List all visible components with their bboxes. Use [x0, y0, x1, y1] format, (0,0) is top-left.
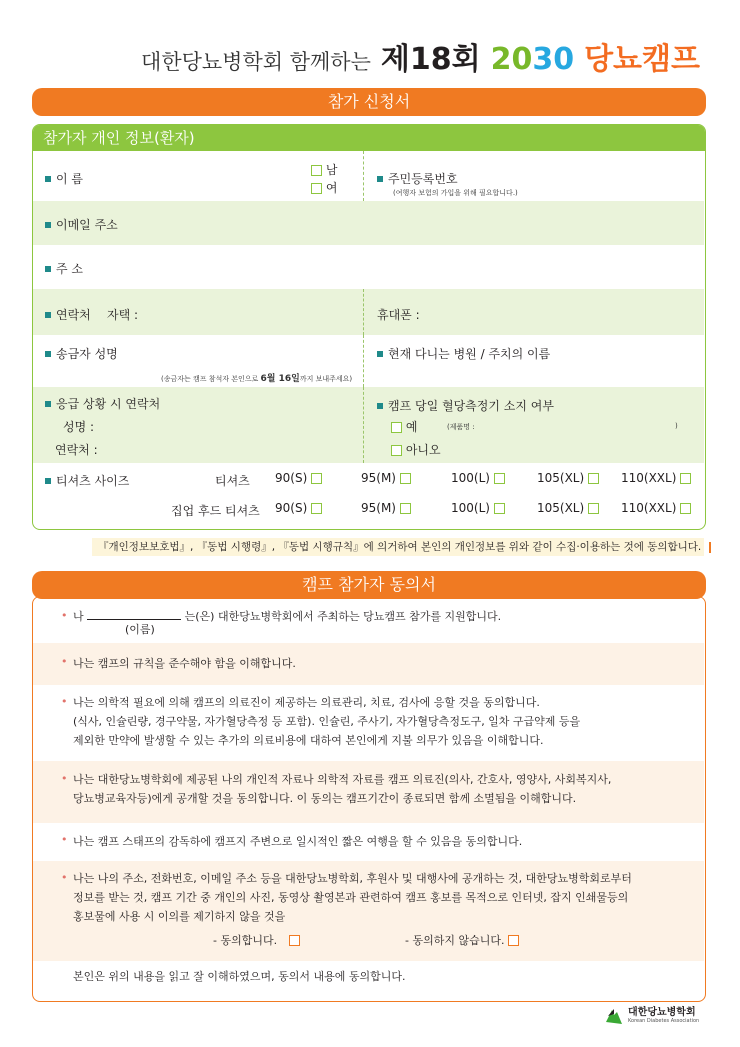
title-camp: 당뇨캠프 — [584, 42, 700, 77]
row-address — [33, 245, 704, 289]
personal-info-form — [32, 124, 706, 530]
tshirt-type-hoodie: 집업 후드 티셔츠 — [171, 504, 260, 518]
row-tshirt — [33, 463, 704, 529]
disagree-option[interactable]: - 동의하지 않습니다. — [405, 931, 519, 950]
hoodie-size-100[interactable]: 100(L) — [451, 501, 505, 515]
agree-option[interactable]: - 동의합니다. — [213, 931, 300, 950]
checkbox[interactable] — [311, 473, 322, 484]
male-checkbox[interactable] — [311, 165, 322, 176]
rrn-note: (여행자 보험의 가입을 위해 필요합니다.) — [393, 189, 518, 197]
rrn-label: 주민등록번호 — [377, 170, 458, 187]
meter-yes-option[interactable]: 예 — [391, 418, 417, 435]
agreement-item-2 — [33, 643, 704, 685]
disagree-checkbox[interactable] — [508, 935, 519, 946]
title-edition: 제18회 — [380, 42, 481, 77]
item2-text: 나는 캠프의 규칙을 준수해야 함을 이해합니다. — [73, 657, 296, 670]
title-year-part2: 30 — [532, 42, 575, 77]
item1-prefix: 나 — [73, 610, 84, 623]
name-blank-field[interactable] — [87, 608, 181, 620]
agreement-item-1 — [33, 597, 704, 643]
agreement-form — [32, 596, 706, 1002]
row-name — [33, 151, 704, 201]
item1-text: 는(은) 대한당뇨병학회에서 주최하는 당뇨캠프 참가를 지원합니다. — [184, 610, 502, 623]
item1-name-hint: (이름) — [125, 623, 155, 636]
bullet-dot: • — [61, 695, 68, 708]
page-title — [141, 34, 700, 84]
checkbox[interactable] — [588, 503, 599, 514]
tshirt-size-90[interactable]: 90(S) — [275, 471, 322, 485]
checkbox[interactable] — [494, 473, 505, 484]
title-prefix: 대한당뇨병학회 함께하는 — [141, 50, 371, 74]
meter-no-option[interactable]: 아니오 — [391, 441, 441, 458]
tshirt-size-110[interactable]: 110(XXL) — [621, 471, 691, 485]
tshirt-size-105[interactable]: 105(XL) — [537, 471, 599, 485]
row-email — [33, 201, 704, 245]
title-year-part1: 20 — [490, 42, 533, 77]
item5-text: 나는 캠프 스태프의 감독하에 캠프지 주변으로 일시적인 짧은 여행을 할 수 있음을 동의합니다. — [73, 835, 523, 848]
bullet-dot: • — [61, 609, 68, 622]
checkbox[interactable] — [680, 503, 691, 514]
tshirt-label: 티셔츠 사이즈 — [45, 472, 129, 489]
meter-no-checkbox[interactable] — [391, 445, 402, 456]
kda-logo-icon — [604, 1006, 624, 1026]
mobile-label: 휴대폰 : — [377, 308, 420, 322]
row-remitter — [33, 335, 704, 387]
item4-text: 나는 대한당뇨병학회에 제공된 나의 개인적 자료나 의학적 자료를 캠프 의료진(의사, 간호사, 영양사, 사회복지사, 당뇨병교육자등)에게 공개할 것을 동의합니다. 이 동의는 캠프기간이 종료되면 함께 소멸됨을 이해합니다. — [73, 773, 612, 805]
contact-label: 연락처 — [45, 306, 91, 323]
home-phone-label: 자택 : — [107, 308, 139, 322]
tshirt-size-100[interactable]: 100(L) — [451, 471, 505, 485]
remitter-note: (송금자는 캠프 참석자 본인으로 6월 16일까지 보내주세요) — [161, 374, 353, 384]
female-checkbox[interactable] — [311, 183, 322, 194]
application-header: 참가 신청서 — [32, 88, 706, 116]
bullet-dot: • — [61, 871, 68, 884]
checkbox[interactable] — [494, 503, 505, 514]
tshirt-type-regular: 티셔츠 — [215, 474, 250, 488]
checkbox[interactable] — [680, 473, 691, 484]
bullet-dot: • — [61, 772, 68, 785]
name-label: 이 름 — [45, 170, 83, 187]
kda-logo — [604, 1006, 699, 1026]
hoodie-size-105[interactable]: 105(XL) — [537, 501, 599, 515]
tshirt-size-95[interactable]: 95(M) — [361, 471, 411, 485]
agreement-header: 캠프 참가자 동의서 — [32, 571, 706, 599]
hoodie-size-110[interactable]: 110(XXL) — [621, 501, 691, 515]
agree-checkbox[interactable] — [289, 935, 300, 946]
privacy-consent-text: 『개인정보보호법』, 『동법 시행령』, 『동법 시행규칙』에 의거하여 본인의 개인정보를 위와 같이 수집·이용하는 것에 동의합니다. — [98, 541, 702, 553]
emergency-name-label: 성명 : — [63, 420, 95, 434]
emergency-phone-label: 연락처 : — [55, 443, 98, 457]
meter-yes-checkbox[interactable] — [391, 422, 402, 433]
checkbox[interactable] — [400, 503, 411, 514]
bullet-dot: • — [61, 833, 68, 846]
gender-male-option[interactable]: 남 — [311, 161, 337, 178]
hoodie-size-90[interactable]: 90(S) — [275, 501, 322, 515]
agreement-item-5 — [33, 823, 704, 861]
hoodie-size-95[interactable]: 95(M) — [361, 501, 411, 515]
checkbox[interactable] — [311, 503, 322, 514]
address-label: 주 소 — [45, 260, 83, 277]
item6-text: 나는 나의 주소, 전화번호, 이메일 주소 등을 대한당뇨병학회, 후원사 및 대행사에 공개하는 것, 대한당뇨병학회로부터 정보를 받는 것, 캠프 기간 중 개인의 사진, 동영상 촬영본과 관련하여 캠프 홍보를 목적으로 인터넷, 잡지 인쇄물등의 홍보물에 사용 시 이의를 제기하지 않을 것을 — [73, 872, 632, 923]
meter-product-close: ) — [675, 422, 678, 430]
bullet-dot: • — [61, 655, 68, 668]
item3-text: 나는 의학적 필요에 의해 캠프의 의료진이 제공하는 의료관리, 치료, 검사에 응할 것을 동의합니다. (식사, 인슐린량, 경구약물, 자가혈당측정 등 포함). 인슐린, 주사기, 자가혈당측정도구, 일차 구급약제 등을 제외한 만약에 발생할 수 있는 추가의 의료비용에 대하여 본인에게 지불 의무가 있음을 이해합니다. — [73, 696, 581, 747]
privacy-consent-checkbox[interactable] — [709, 542, 711, 553]
agreement-item-4 — [33, 761, 704, 823]
agreement-item-6 — [33, 861, 704, 961]
email-label: 이메일 주소 — [45, 216, 118, 233]
agreement-item-3 — [33, 685, 704, 761]
closing-text: 본인은 위의 내용을 읽고 잘 이해하였으며, 동의서 내용에 동의합니다. — [73, 970, 406, 983]
logo-name-en: Korean Diabetes Association — [628, 1018, 700, 1024]
emergency-label: 응급 상황 시 연락처 — [45, 395, 160, 412]
row-contact — [33, 289, 704, 335]
remitter-label: 송금자 성명 — [45, 345, 118, 362]
agreement-closing — [33, 961, 704, 1001]
gender-female-option[interactable]: 여 — [311, 179, 337, 196]
row-emergency — [33, 387, 704, 463]
meter-product-open: (제품명 : — [447, 423, 475, 431]
checkbox[interactable] — [400, 473, 411, 484]
hospital-label: 현재 다니는 병원 / 주치의 이름 — [377, 345, 550, 362]
logo-name-ko: 대한당뇨병학회 — [628, 1007, 696, 1018]
personal-section-heading: 참가자 개인 정보(환자) — [33, 125, 705, 151]
meter-label: 캠프 당일 혈당측정기 소지 여부 — [377, 397, 554, 414]
privacy-consent[interactable] — [92, 538, 704, 556]
checkbox[interactable] — [588, 473, 599, 484]
